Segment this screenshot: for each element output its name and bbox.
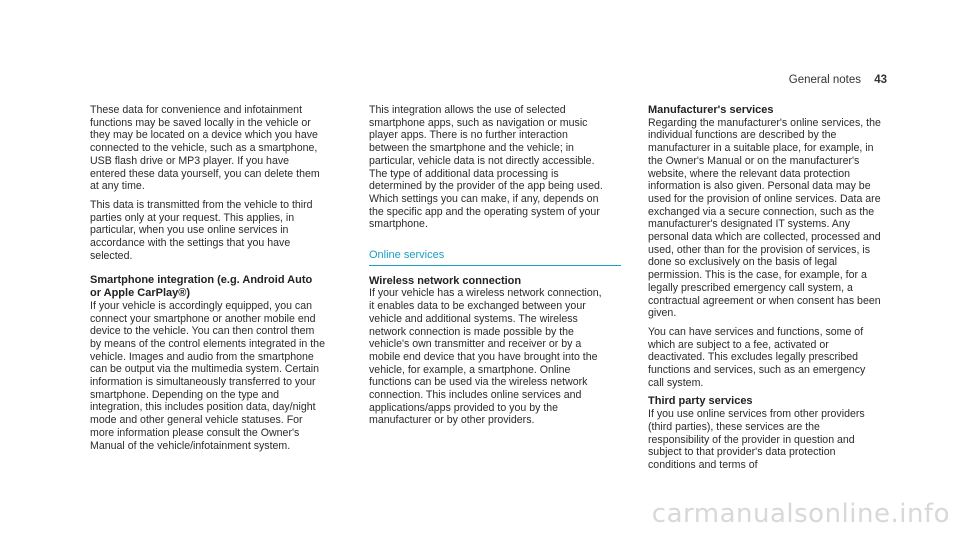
page-number: 43 — [874, 74, 887, 86]
paragraph: If your vehicle has a wireless network connection, it enables data to be exchanged between your vehicle and additional systems. The wireless network connection is made possible by the vehicle's own transmitter and receiver or by a mobile end device that you have brought into the vehicle, for example, a smartphone. Online functions can be used via the wireless network connection. This includes online services and applications/apps provided to you by the manufacturer or by other providers. — [369, 287, 602, 427]
section-title-online-services: Online services — [369, 249, 621, 266]
section-name: General notes — [788, 74, 861, 86]
heading-smartphone-integration: Smartphone integration (e.g. Android Auto or Apple CarPlay®) — [90, 274, 313, 300]
paragraph: This integration allows the use of selected smartphone apps, such as navigation or music player apps. There is no further interaction between the smartphone and the vehicle; in particular, vehicle data is not directly accessible. The type of additional data processing is determined by the provider of the app being used. Which settings you can make, if any, depends on the specific app and the operating system of your smartphone. — [369, 104, 603, 231]
paragraph: If you use online services from other providers (third parties), these services are the responsibility of the provider in question and subject to that provider's data protection conditions and terms of — [648, 408, 865, 471]
paragraph: These data for convenience and infotainment functions may be saved locally in the vehicle or they may be located on a device which you have connected to the vehicle, such as a smartphone, USB flash drive or MP3 player. If you have entered these data yourself, you can delete them at any time. — [90, 104, 320, 193]
watermark: carmanualsonline.info — [651, 499, 950, 529]
heading-manufacturer-services: Manufacturer's services — [648, 104, 774, 116]
column-2 — [369, 104, 605, 433]
column-3 — [648, 104, 884, 478]
heading-third-party-services: Third party services — [648, 395, 753, 408]
page-header — [789, 74, 887, 86]
paragraph: If your vehicle is accordingly equipped, you can connect your smartphone or another mobile end device to the vehicle. You can then control them by means of the control elements integrated in the vehicle. Images and audio from the smartphone can be output via the multimedia system. Certain information is simultaneously transferred to your smartphone. Depending on the type and integration, this includes position data, day/night mode and other general vehicle statuses. For more information please consult the Owner's Manual of the vehicle/infotainment system. — [90, 299, 325, 452]
column-1 — [90, 104, 326, 458]
paragraph: You can have services and functions, some of which are subject to a fee, activated or deactivated. This excludes legally prescribed functions and services, such as an emergency call system. — [648, 325, 866, 389]
paragraph: This data is transmitted from the vehicle to third parties only at your request. This applies, in particular, when you use online services in accordance with the settings that you have selected. — [90, 198, 313, 262]
heading-wireless-network: Wireless network connection — [369, 274, 522, 287]
paragraph: Regarding the manufacturer's online services, the individual functions are described by the manufacturer in a suitable place, for example, in the Owner's Manual or on the manufacturer's website, where the relevant data protection information is also given. Personal data may be used for the provision of online services. Data are exchanged via a secure connection, such as the manufacturer's designated IT systems. Any personal data which are collected, processed and used, other than for the provision of services, is done so exclusively on the basis of legal permission. This is the case, for example, for a legally prescribed emergency call system, a contractual agreement or when consent has been given. — [648, 116, 881, 320]
